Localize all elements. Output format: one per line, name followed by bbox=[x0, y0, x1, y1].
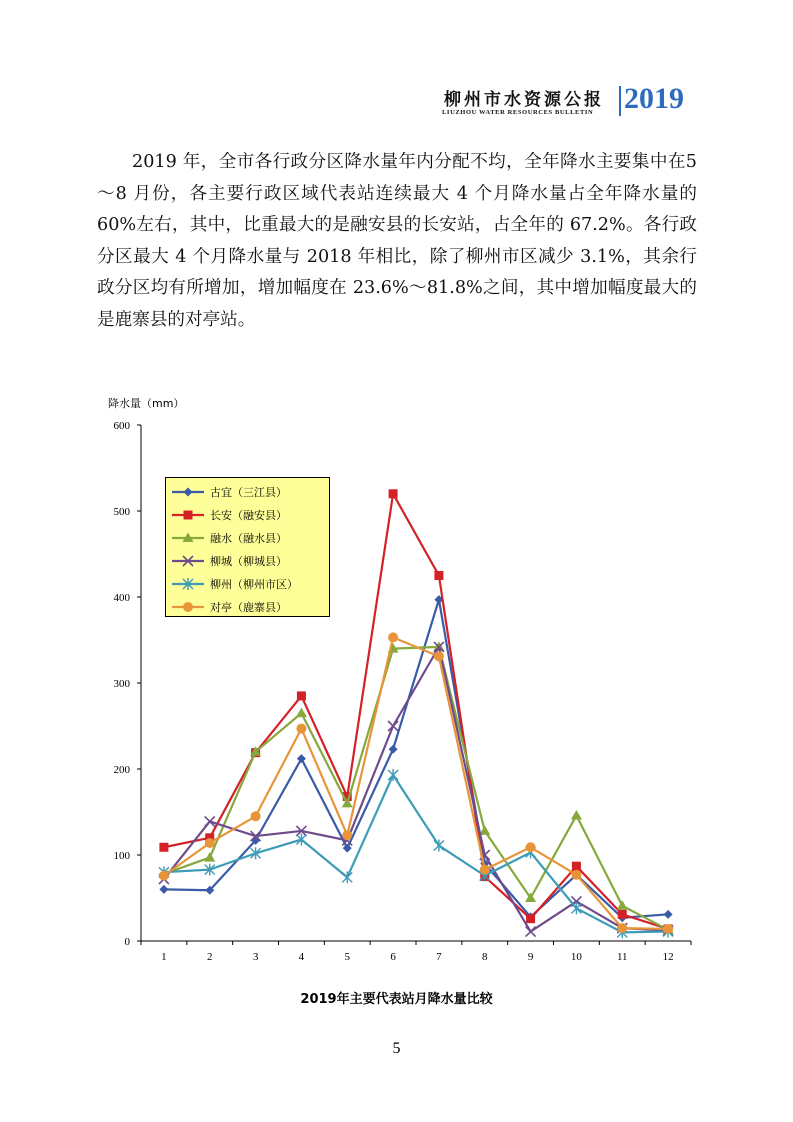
legend-item bbox=[166, 505, 331, 525]
legend-swatch bbox=[168, 505, 208, 525]
legend-swatch-marker bbox=[184, 488, 193, 497]
x-tick-label: 3 bbox=[252, 951, 259, 963]
series-1 bbox=[159, 595, 672, 922]
data-point bbox=[664, 910, 673, 919]
legend-item bbox=[166, 597, 331, 617]
x-tick-label: 6 bbox=[390, 951, 396, 963]
data-point bbox=[434, 840, 444, 852]
x-tick-label: 10 bbox=[570, 951, 582, 963]
legend-swatch-marker bbox=[184, 511, 193, 520]
data-point bbox=[251, 811, 261, 821]
data-point bbox=[526, 914, 535, 923]
legend-label: 柳城（柳城县） bbox=[210, 555, 287, 568]
data-point bbox=[571, 902, 581, 914]
data-point bbox=[297, 691, 306, 700]
x-tick-label: 1 bbox=[161, 951, 167, 963]
data-point bbox=[342, 871, 352, 883]
legend-swatch bbox=[168, 528, 208, 548]
data-point bbox=[159, 843, 168, 852]
data-point bbox=[663, 924, 673, 934]
data-point bbox=[342, 830, 352, 840]
x-tick-label: 9 bbox=[527, 951, 534, 963]
x-tick-label: 8 bbox=[482, 951, 488, 963]
y-tick-label: 500 bbox=[113, 506, 130, 518]
y-tick-label: 400 bbox=[113, 592, 130, 604]
x-tick-label: 5 bbox=[344, 951, 350, 963]
data-point bbox=[617, 923, 627, 933]
legend-item bbox=[166, 482, 331, 502]
data-point bbox=[389, 745, 398, 754]
legend-swatch-marker bbox=[183, 602, 193, 612]
chart-legend bbox=[165, 477, 330, 617]
x-tick-label: 4 bbox=[298, 951, 305, 963]
chart-title: 2019年主要代表站月降水量比较 bbox=[300, 992, 493, 1007]
data-point bbox=[159, 885, 168, 894]
data-point bbox=[434, 571, 443, 580]
data-point bbox=[159, 871, 169, 881]
data-point bbox=[343, 844, 352, 853]
legend-swatch bbox=[168, 482, 208, 502]
data-point bbox=[296, 724, 306, 734]
data-point bbox=[526, 927, 536, 937]
data-point bbox=[204, 852, 215, 862]
y-tick-label: 200 bbox=[113, 764, 130, 776]
bulletin-subtitle: LIUZHOU WATER RESOURCES BULLETIN bbox=[442, 109, 594, 116]
x-tick-label: 12 bbox=[662, 951, 674, 963]
data-point bbox=[572, 862, 581, 871]
data-point bbox=[571, 810, 582, 820]
legend-label: 融水（融水县） bbox=[210, 532, 287, 545]
data-point bbox=[526, 842, 536, 852]
data-point bbox=[205, 838, 215, 848]
legend-swatch bbox=[168, 551, 208, 571]
data-point bbox=[388, 632, 398, 642]
legend-item bbox=[166, 528, 331, 548]
page-number: 5 bbox=[392, 1040, 401, 1057]
bulletin-year: 2019 bbox=[624, 82, 684, 115]
y-tick-label: 100 bbox=[113, 850, 130, 862]
legend-label: 长安（融安县） bbox=[210, 509, 287, 522]
legend-swatch bbox=[168, 574, 208, 594]
y-tick-label: 300 bbox=[113, 678, 130, 690]
series-line bbox=[164, 647, 668, 930]
legend-label: 古宜（三江县） bbox=[210, 486, 287, 499]
y-tick-label: 600 bbox=[113, 420, 130, 432]
legend-swatch bbox=[168, 597, 208, 617]
legend-item bbox=[166, 574, 331, 594]
data-point bbox=[297, 754, 306, 763]
legend-label: 柳州（柳州市区） bbox=[210, 578, 298, 591]
x-tick-label: 2 bbox=[207, 951, 213, 963]
data-point bbox=[480, 865, 490, 875]
data-point bbox=[434, 651, 444, 661]
data-point bbox=[388, 769, 398, 781]
data-point bbox=[388, 721, 398, 731]
body-paragraph: 2019 年，全市各行政分区降水量年内分配不均，全年降水主要集中在5～8 月份，各主要行政区域代表站连续最大 4 个月降水量占全年降水量的60%左右，其中，比重最大的是融安县的长安站，占全年的 67.2%。各行政分区最大 4 个月降水量与 2018 年相比，除了柳州市区减少 3.1%，其余行政分区均有所增加，增加幅度在 23.6%～81.8%之间，其中增加幅度最大的是鹿寨县的对亭站。 bbox=[97, 152, 697, 330]
x-tick-label: 11 bbox=[616, 951, 628, 963]
data-point bbox=[389, 489, 398, 498]
y-tick-label: 0 bbox=[124, 936, 130, 948]
y-axis-label: 降水量（mm） bbox=[108, 397, 185, 410]
data-point bbox=[571, 870, 581, 880]
data-point bbox=[296, 708, 307, 718]
series-line bbox=[164, 775, 668, 932]
data-point bbox=[617, 900, 628, 910]
legend-label: 对亭（鹿寨县） bbox=[210, 601, 287, 614]
data-point bbox=[618, 910, 627, 919]
legend-item bbox=[166, 551, 331, 571]
bulletin-title: 柳州市水资源公报 bbox=[444, 90, 604, 110]
x-tick-label: 7 bbox=[436, 951, 442, 963]
